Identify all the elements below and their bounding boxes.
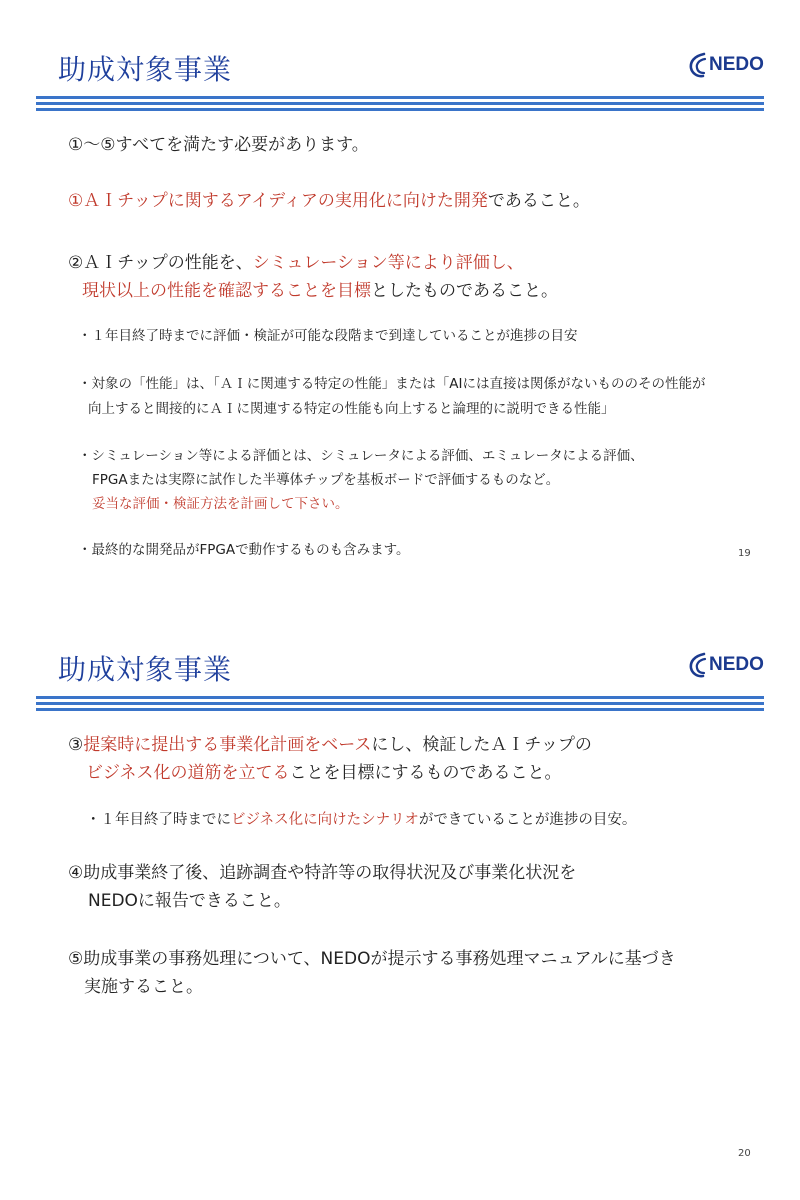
bullet-progress: ・１年目終了時までに評価・検証が可能な段階まで到達していることが進捗の目安 (78, 328, 578, 344)
nedo-logo (688, 652, 764, 678)
nedo-swoosh-icon (688, 52, 708, 78)
item-2-highlight-2: 現状以上の性能を確認することを目標 (82, 281, 371, 301)
item-2-line-2: 現状以上の性能を確認することを目標としたものであること。 (82, 281, 558, 301)
item-2-highlight-1: シミュレーション等により評価し、 (252, 253, 524, 273)
title-divider (36, 96, 764, 114)
item-1-highlight: ①ＡＩチップに関するアイディアの実用化に向けた開発 (68, 191, 488, 211)
bullet-simulation-line-1: ・シミュレーション等による評価とは、シミュレータによる評価、エミュレータによる評価、 (78, 448, 644, 464)
nedo-logo (688, 52, 764, 78)
item-2-line-1: ②ＡＩチップの性能を、シミュレーション等により評価し、 (68, 253, 524, 273)
title-divider (36, 696, 764, 714)
intro-text: ①～⑤すべてを満たす必要があります。 (68, 135, 369, 155)
slide-title: 助成対象事業 (58, 53, 233, 86)
bullet-business-scenario: ・１年目終了時までにビジネス化に向けたシナリオができていることが進捗の目安。 (86, 812, 637, 828)
item-5-line-1: ⑤助成事業の事務処理について、NEDOが提示する事務処理マニュアルに基づき (68, 949, 676, 969)
page-number: 19 (738, 548, 751, 559)
item-1 (68, 188, 590, 215)
item-5-line-2: 実施すること。 (84, 977, 203, 997)
bullet-business-highlight: ビジネス化に向けたシナリオ (231, 812, 419, 828)
bullet-performance-line-2: 向上すると間接的にＡＩに関連する特定の性能も向上すると論理的に説明できる性能」 (88, 401, 615, 417)
bullet-performance-line-1: ・対象の「性能」は、「ＡＩに関連する特定の性能」または「AIには直接は関係がないもののその性能が (78, 376, 706, 392)
nedo-swoosh-icon (688, 652, 708, 678)
item-3-highlight-1: 提案時に提出する事業化計画をベース (83, 735, 372, 755)
item-1-rest: であること。 (487, 191, 590, 211)
page-number: 20 (738, 1148, 751, 1159)
logo-text: NEDO (709, 54, 764, 75)
item-3-highlight-2: ビジネス化の道筋を立てる (86, 763, 290, 783)
item-3-line-1: ③提案時に提出する事業化計画をベースにし、検証したＡＩチップの (68, 735, 592, 755)
item-4-line-1: ④助成事業終了後、追跡調査や特許等の取得状況及び事業化状況を (68, 863, 577, 883)
bullet-simulation-note: 妥当な評価・検証方法を計画して下さい。 (92, 496, 349, 512)
slide-title: 助成対象事業 (58, 653, 233, 686)
bullet-simulation-line-2: FPGAまたは実際に試作した半導体チップを基板ボードで評価するものなど。 (92, 472, 560, 488)
item-3-line-2: ビジネス化の道筋を立てることを目標にするものであること。 (86, 763, 562, 783)
slide-20 (0, 600, 800, 1200)
bullet-fpga: ・最終的な開発品がFPGAで動作するものも含みます。 (78, 542, 410, 558)
logo-text: NEDO (709, 654, 764, 675)
item-4-line-2: NEDOに報告できること。 (88, 891, 291, 911)
